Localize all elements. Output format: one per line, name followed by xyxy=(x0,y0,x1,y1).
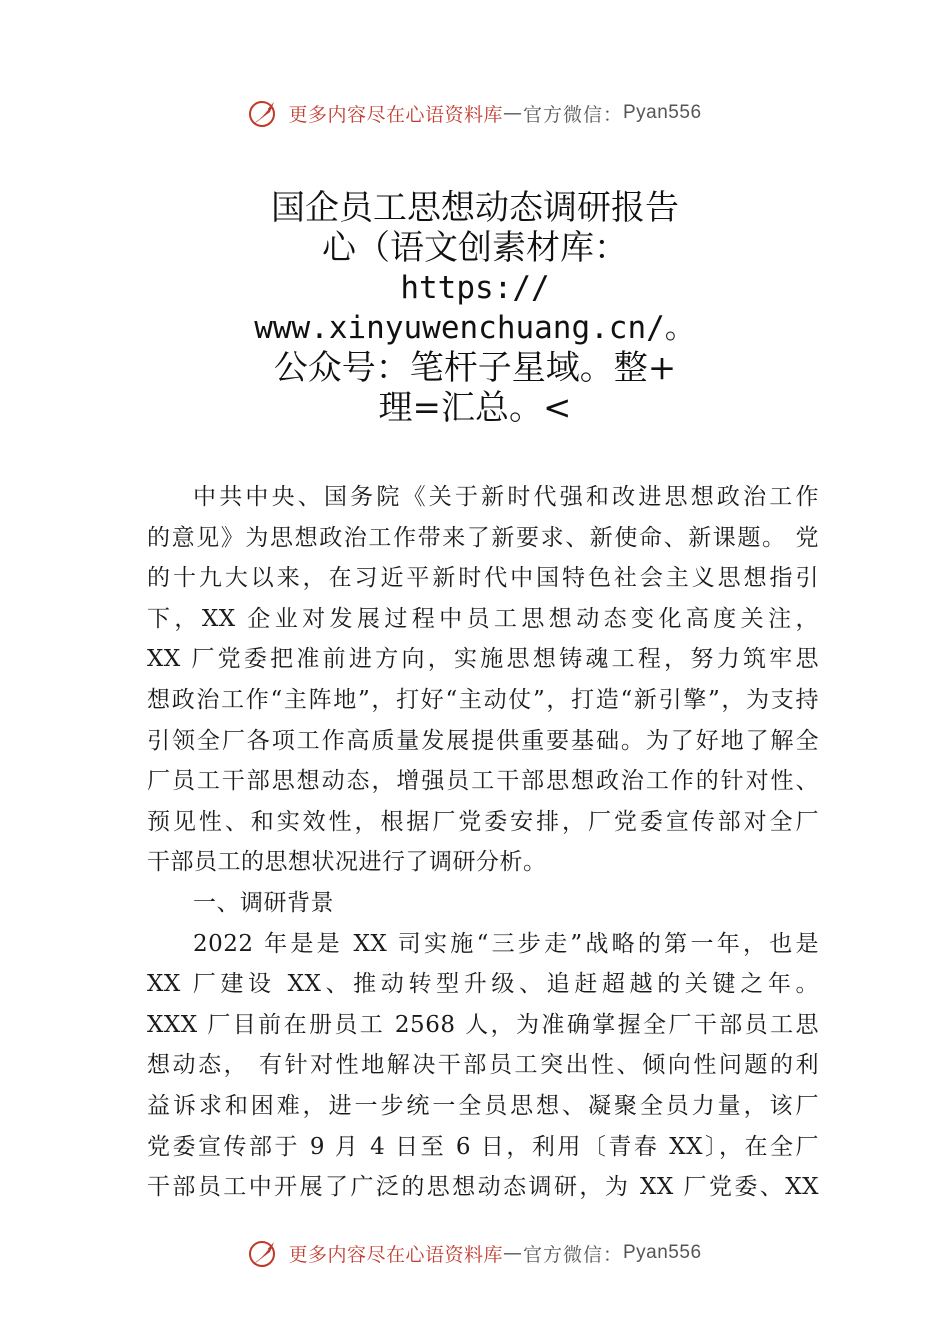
banner-wechat-id: Pyan556 xyxy=(623,1242,702,1263)
body-line: 益诉求和困难，进一步统一全员思想、凝聚全员力量，该厂 xyxy=(147,1092,819,1119)
title-line: 国企员工思想动态调研报告 xyxy=(271,188,679,228)
body-line: XX 厂党委把准前进方向，实施思想铸魂工程，努力筑牢思 xyxy=(147,646,819,673)
document-body xyxy=(147,477,819,1208)
banner-dash: — xyxy=(502,1242,523,1264)
body-line: 中共中央、国务院《关于新时代强和改进思想政治工作 xyxy=(193,484,819,510)
banner-brand-text: 更多内容尽在心语资料库 xyxy=(288,1243,503,1266)
header-banner xyxy=(0,93,950,133)
quill-logo-icon xyxy=(248,97,280,129)
quill-logo-icon xyxy=(248,1237,280,1269)
body-line: 下，XX 企业对发展过程中员工思想动态变化高度关注， xyxy=(147,605,819,632)
title-line-url: https:// xyxy=(400,270,550,306)
title-line: 理=汇总。< xyxy=(378,388,572,428)
body-line: 想动态， 有针对性地解决干部员工突出性、倾向性问题的利 xyxy=(147,1052,819,1079)
banner-wechat-label: 官方微信： xyxy=(522,1243,623,1266)
banner-dash: — xyxy=(502,102,523,124)
section-heading: 一、调研背景 xyxy=(193,889,334,916)
body-line: 厂员工干部思想动态，增强员工干部思想政治工作的针对性、 xyxy=(147,768,819,795)
document-title xyxy=(100,188,850,428)
footer-banner xyxy=(0,1233,950,1273)
title-line: 心（语文创素材库： xyxy=(322,228,628,268)
body-line: XXX 厂目前在册员工 2568 人，为准确掌握全厂干部员工思 xyxy=(147,1011,819,1038)
title-line-url: www.xinyuwenchuang.cn/。 xyxy=(254,310,696,346)
banner-wechat-id: Pyan556 xyxy=(623,102,702,123)
body-line: 党委宣传部于 9 月 4 日至 6 日，利用〔青春 XX〕，在全厂 xyxy=(147,1133,819,1160)
title-line: 公众号：笔杆子星域。整+ xyxy=(273,348,677,388)
body-line: 想政治工作“主阵地”，打好“主动仗”，打造“新引擎”，为支持 xyxy=(147,686,819,713)
banner-wechat-label: 官方微信： xyxy=(522,103,623,126)
banner-brand-text: 更多内容尽在心语资料库 xyxy=(288,103,503,126)
body-line: 的意见》为思想政治工作带来了新要求、新使命、新课题。 党 xyxy=(147,524,819,551)
body-line: 干部员工中开展了广泛的思想动态调研，为 XX 厂党委、XX xyxy=(147,1174,819,1201)
body-line: 干部员工的思想状况进行了调研分析。 xyxy=(147,849,547,876)
body-line: 的十九大以来，在习近平新时代中国特色社会主义思想指引 xyxy=(147,565,819,592)
body-line: 引领全厂各项工作高质量发展提供重要基础。为了好地了解全 xyxy=(147,727,819,754)
body-line: 预见性、和实效性，根据厂党委安排，厂党委宣传部对全厂 xyxy=(147,808,819,835)
body-line: XX 厂建设 XX、推动转型升级、追赶超越的关键之年。 xyxy=(147,971,819,998)
body-line: 2022 年是是 XX 司实施“三步走”战略的第一年，也是 xyxy=(193,930,819,957)
